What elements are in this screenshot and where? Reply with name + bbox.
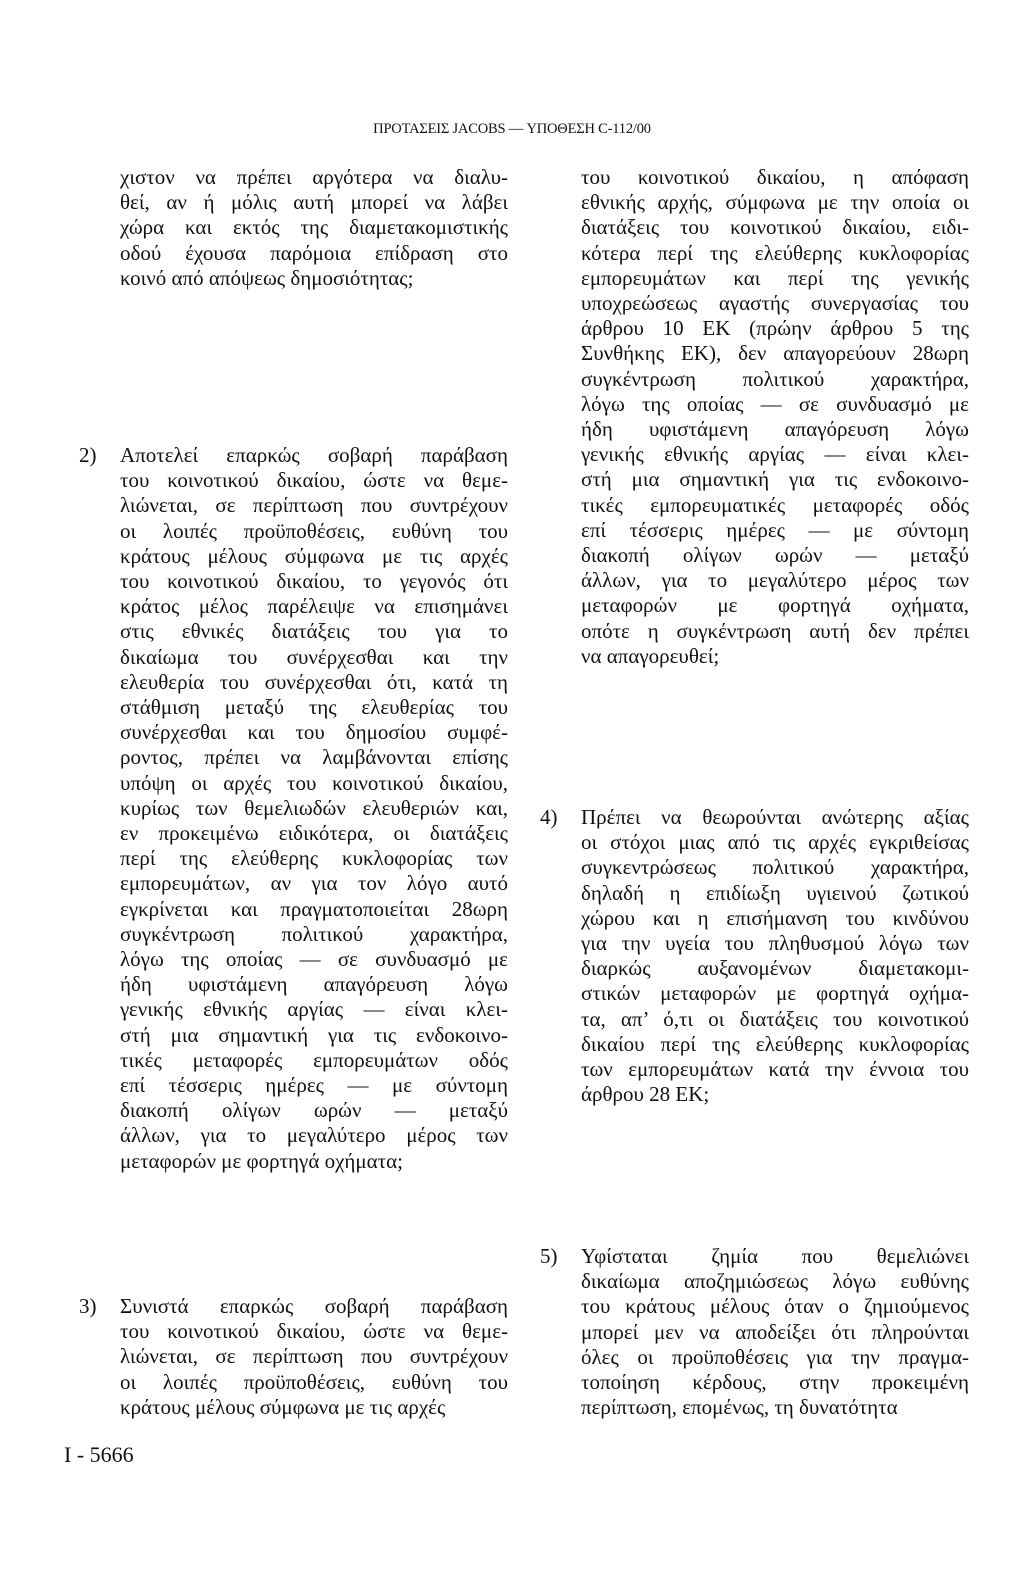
text-line: κράτος μέλος παρέλειψε να επισημάνει (120, 594, 508, 619)
text-line: τικές μεταφορές εμπορευμάτων οδός (120, 1047, 508, 1072)
text-line: συνέρχεσθαι και του δημοσίου συμφέ- (120, 720, 508, 745)
text-line: θεί, αν ή μόλις αυτή μπορεί να λάβει (120, 190, 508, 215)
text-line: ελευθερία του συνέρχεσθαι ότι, κατά τη (120, 669, 508, 694)
text-line: άρθρου 28 ΕΚ; (581, 1082, 710, 1107)
text-line: Αποτελεί επαρκώς σοβαρή παράβαση (120, 443, 508, 467)
text-line: δικαίωμα του συνέρχεσθαι και την (120, 644, 508, 669)
text-line: οι λοιπές προϋποθέσεις, ευθύνη του (120, 1369, 508, 1394)
text-line: ροντος, πρέπει να λαμβάνονται επίσης (120, 745, 508, 770)
text-line: τικές εμπορευματικές μεταφορές οδός (581, 492, 969, 517)
text-line: μπορεί μεν να αποδείξει ότι πληρούνται (581, 1319, 969, 1344)
text-line: τα, απ’ ό,τι οι διατάξεις του κοινοτικού (581, 1006, 969, 1031)
text-line: Συνθήκης ΕΚ), δεν απαγορεύουν 28ωρη (581, 341, 969, 366)
text-line: οι λοιπές προϋποθέσεις, ευθύνη του (120, 518, 508, 543)
item-2-paragraph (120, 443, 508, 1174)
text-line: κότερα περί της ελεύθερης κυκλοφορίας (581, 240, 969, 265)
text-line: δικαίου περί της ελεύθερης κυκλοφορίας (581, 1031, 969, 1056)
text-line: Συνιστά επαρκώς σοβαρή παράβαση (120, 1294, 508, 1318)
text-line: των εμπορευμάτων κατά την έννοια του (581, 1057, 969, 1082)
text-line: υπόψη οι αρχές του κοινοτικού δικαίου, (120, 770, 508, 795)
text-line: περί της ελεύθερης κυκλοφορίας των (120, 846, 508, 871)
text-line: δηλαδή η επιδίωξη υγιεινού ζωτικού (581, 880, 969, 905)
text-line: οι στόχοι μιας από τις αρχές εγκριθείσας (581, 830, 969, 855)
text-line: εγκρίνεται και πραγματοποιείται 28ωρη (120, 896, 508, 921)
text-line: λιώνεται, σε περίπτωση που συντρέχουν (120, 1344, 508, 1369)
text-line: για την υγεία του πληθυσμού λόγω των (581, 931, 969, 956)
text-line: Υφίσταται ζημία που θεμελιώνει (581, 1244, 969, 1268)
left-intro-paragraph (120, 165, 508, 291)
text-line: εν προκειμένω ειδικότερα, οι διατάξεις (120, 821, 508, 846)
text-line: του κοινοτικού δικαίου, ώστε να θεμε- (120, 1319, 508, 1344)
text-line: άλλων, για το μεγαλύτερο μέρος των (581, 568, 969, 593)
text-line: στάθμιση μεταξύ της ελευθερίας του (120, 695, 508, 720)
text-line: εμπορευμάτων και περί της γενικής (581, 265, 969, 290)
page-number: I - 5666 (64, 1442, 134, 1467)
text-line: λόγω της οποίας — σε συνδυασμό με (581, 391, 969, 416)
text-line: ήδη υφιστάμενη απαγόρευση λόγω (581, 417, 969, 442)
text-line: διακοπή ολίγων ωρών — μεταξύ (120, 1098, 508, 1123)
text-line: μεταφορών με φορτηγά οχήματα, (581, 593, 969, 618)
text-line: στικών μεταφορών με φορτηγά οχήμα- (581, 981, 969, 1006)
text-line: επί τέσσερις ημέρες — με σύντομη (581, 517, 969, 542)
item-2-number: 2) (79, 443, 97, 467)
text-line: γενικής εθνικής αργίας — είναι κλει- (581, 442, 969, 467)
text-line: στή μια σημαντική για τις ενδοκοινο- (581, 467, 969, 492)
text-line: εθνικής αρχής, σύμφωνα με την οποία οι (581, 190, 969, 215)
text-line: λιώνεται, σε περίπτωση που συντρέχουν (120, 493, 508, 518)
text-line: χώρου και η επισήμανση του κινδύνου (581, 905, 969, 930)
text-line: κράτους μέλους σύμφωνα με τις αρχές (120, 1394, 446, 1419)
text-line: κράτους μέλους σύμφωνα με τις αρχές (120, 543, 508, 568)
text-line: συγκέντρωση πολιτικού χαρακτήρα, (120, 921, 508, 946)
text-line: εμπορευμάτων, αν για τον λόγο αυτό (120, 871, 508, 896)
text-line: Πρέπει να θεωρούνται ανώτερης αξίας (581, 805, 969, 829)
text-line: ήδη υφιστάμενη απαγόρευση λόγω (120, 972, 508, 997)
text-line: διακοπή ολίγων ωρών — μεταξύ (581, 543, 969, 568)
item-5-number: 5) (540, 1244, 558, 1268)
item-3-number: 3) (79, 1294, 97, 1318)
text-line: λόγω της οποίας — σε συνδυασμό με (120, 947, 508, 972)
text-line: υποχρεώσεως αγαστής συνεργασίας του (581, 291, 969, 316)
right-intro-paragraph (581, 165, 969, 669)
item-4-number: 4) (540, 805, 558, 829)
text-line: του κοινοτικού δικαίου, το γεγονός ότι (120, 569, 508, 594)
text-line: γενικής εθνικής αργίας — είναι κλει- (120, 997, 508, 1022)
text-line: περίπτωση, επομένως, τη δυνατότητα (581, 1395, 898, 1420)
text-line: του κράτους μέλους όταν ο ζημιούμενος (581, 1294, 969, 1319)
text-line: άλλων, για το μεγαλύτερο μέρος των (120, 1123, 508, 1148)
text-line: διατάξεις του κοινοτικού δικαίου, ειδι- (581, 215, 969, 240)
text-line: του κοινοτικού δικαίου, ώστε να θεμε- (120, 468, 508, 493)
text-line: τοποίηση κέρδους, στην προκειμένη (581, 1370, 969, 1395)
running-header: ΠΡΟΤΑΣΕΙΣ JACOBS — ΥΠΟΘΕΣΗ C-112/00 (373, 121, 651, 137)
text-line: χιστον να πρέπει αργότερα να διαλυ- (120, 165, 508, 189)
item-3-paragraph (120, 1294, 508, 1420)
text-line: δικαίωμα αποζημιώσεως λόγω ευθύνης (581, 1269, 969, 1294)
text-line: στή μια σημαντική για τις ενδοκοινο- (120, 1022, 508, 1047)
text-line: να απαγορευθεί; (581, 643, 720, 668)
item-4-paragraph (581, 805, 969, 1107)
text-line: μεταφορών με φορτηγά οχήματα; (120, 1148, 403, 1173)
text-line: όλες οι προϋποθέσεις για την πραγμα- (581, 1344, 969, 1369)
item-5-paragraph (581, 1244, 969, 1420)
text-line: του κοινοτικού δικαίου, η απόφαση (581, 165, 969, 189)
text-line: οδού έχουσα παρόμοια επίδραση στο (120, 240, 508, 265)
text-line: συγκεντρώσεως πολιτικού χαρακτήρα, (581, 855, 969, 880)
text-line: συγκέντρωση πολιτικού χαρακτήρα, (581, 366, 969, 391)
text-line: χώρα και εκτός της διαμετακομιστικής (120, 215, 508, 240)
text-line: στις εθνικές διατάξεις του για το (120, 619, 508, 644)
text-line: άρθρου 10 ΕΚ (πρώην άρθρου 5 της (581, 316, 969, 341)
text-line: οπότε η συγκέντρωση αυτή δεν πρέπει (581, 618, 969, 643)
text-line: κυρίως των θεμελιωδών ελευθεριών και, (120, 795, 508, 820)
text-line: κοινό από απόψεως δημοσιότητας; (120, 265, 414, 290)
text-line: επί τέσσερις ημέρες — με σύντομη (120, 1073, 508, 1098)
text-line: διαρκώς αυξανομένων διαμετακομι- (581, 956, 969, 981)
